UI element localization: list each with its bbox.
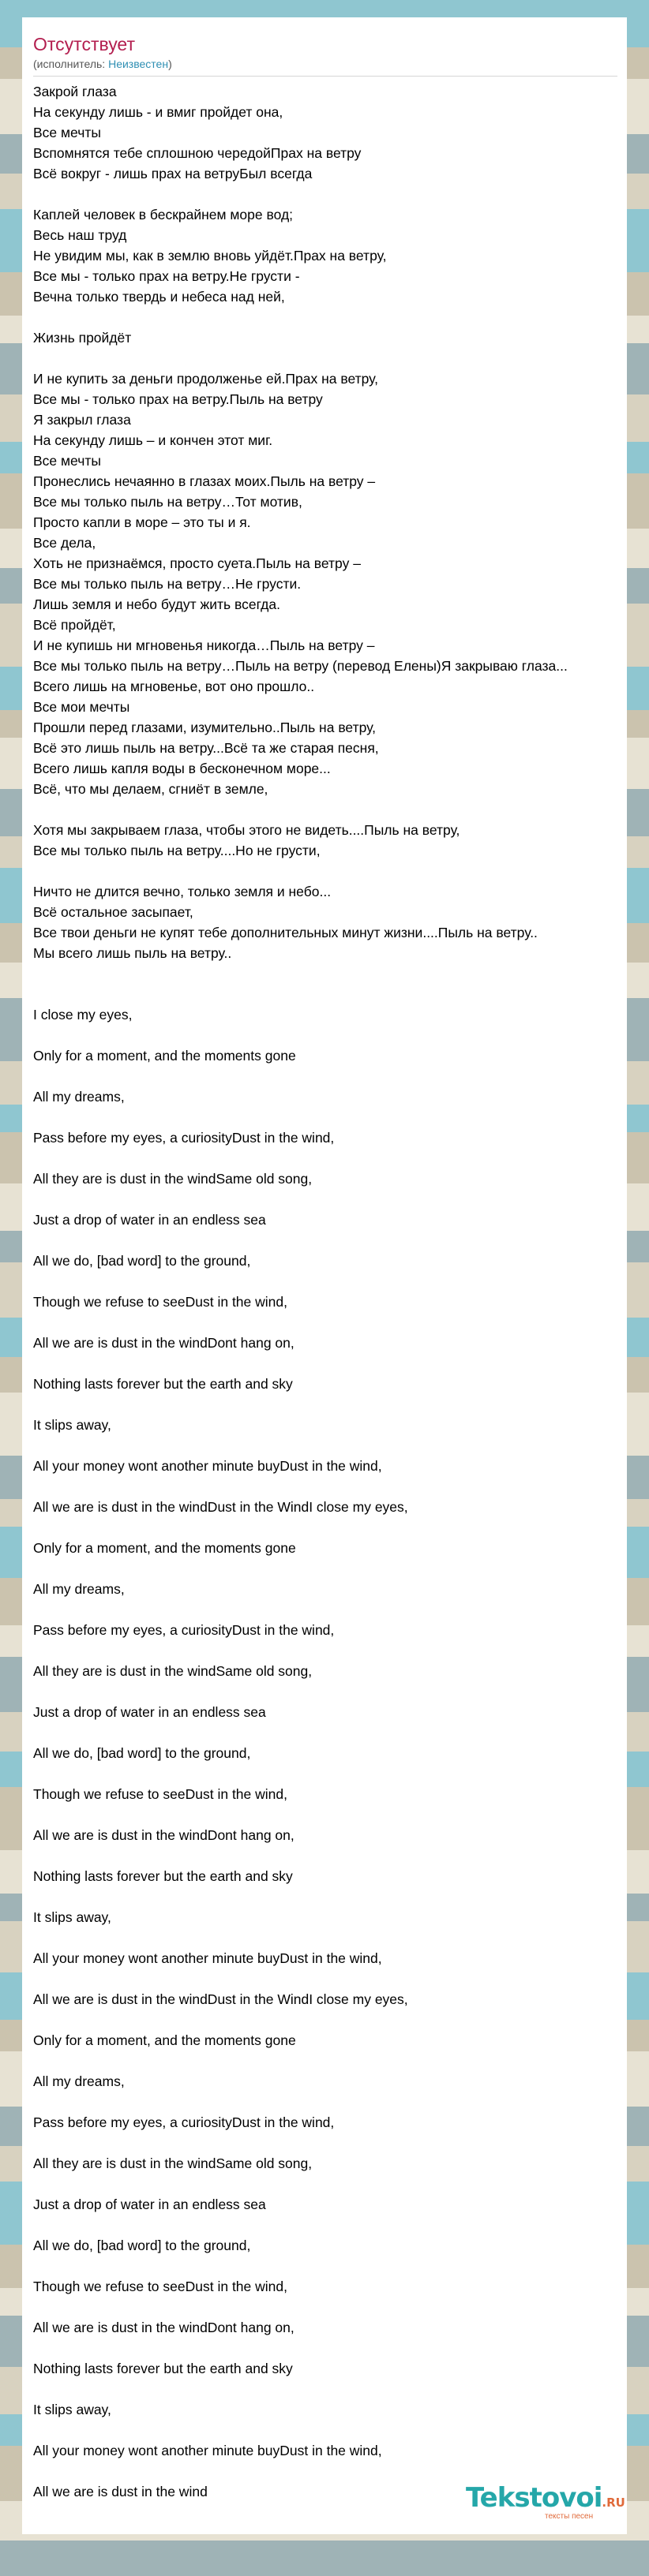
lyric-line: Закрой глаза [33,84,117,99]
lyric-line: Все дела, [33,535,96,551]
lyric-line: I close my eyes, [33,1007,133,1023]
lyric-line: Всего лишь капля воды в бесконечном море... [33,761,331,776]
lyric-line: Nothing lasts forever but the earth and sky [33,1868,293,1884]
lyric-line: На секунду лишь - и вмиг пройдет она, [33,104,283,120]
lyric-line: Pass before my eyes, a curiosityDust in the wind, [33,2114,335,2130]
lyric-line: Just a drop of water in an endless sea [33,2197,266,2212]
stanza-gap [33,307,627,327]
russian-lyrics [33,81,627,963]
lyric-line: It slips away, [33,1909,111,1925]
lyric-line: It slips away, [33,1417,111,1433]
lyric-line: Всё это лишь пыль на ветру...Всё та же старая песня, [33,740,379,756]
lyric-line: Всего лишь на мгновенье, вот оно прошло.. [33,679,315,694]
lyric-line: Мы всего лишь пыль на ветру.. [33,945,232,961]
logo-tagline: тексты песен [545,2512,594,2521]
lyric-line: Я закрыл глаза [33,412,131,428]
lyric-line: Only for a moment, and the moments gone [33,1540,296,1556]
lyric-line: Жизнь пройдёт [33,330,132,346]
stanza-gap [33,184,627,204]
lyrics-card [22,17,627,2534]
lyric-line: Хотя мы закрываем глаза, чтобы этого не видеть....Пыль на ветру, [33,822,460,838]
lyric-line: Все мы только пыль на ветру…Не грусти. [33,576,302,592]
stanza-gap [33,348,627,368]
lyric-line: И не купишь ни мгновенья никогда…Пыль на ветру – [33,637,375,653]
lyric-line: Всё остальное засыпает, [33,904,193,920]
lyric-line: Всё вокруг - лишь прах на ветруБыл всегда [33,166,313,181]
lyric-line: Все мечты [33,125,101,140]
lyric-line: All we are is dust in the windDont hang on, [33,1335,294,1351]
english-lyrics [33,1004,627,2522]
lyric-line: Хоть не признаёмся, просто суета.Пыль на ветру – [33,555,361,571]
lyric-line: All we do, [bad word] to the ground, [33,1253,251,1269]
artist-line [33,57,617,77]
lyric-line: All they are is dust in the windSame old song, [33,2155,313,2171]
lyric-line: Прошли перед глазами, изумительно..Пыль на ветру, [33,720,376,735]
lyric-line: Пронеслись нечаянно в глазах моих.Пыль на ветру – [33,473,376,489]
lyric-line: Вспомнятся тебе сплошною чередойПрах на ветру [33,145,362,161]
lyric-line: All your money wont another minute buyDust in the wind, [33,1458,382,1474]
lyric-line: All your money wont another minute buyDust in the wind, [33,2443,382,2458]
song-title: Отсутствует [33,34,135,54]
lyric-line: Ничто не длится вечно, только земля и небо... [33,884,332,899]
lyric-line: На секунду лишь – и кончен этот миг. [33,432,273,448]
lyric-line: All we are is dust in the windDont hang on, [33,2320,294,2335]
lyric-line: All we are is dust in the windDust in the WindI close my eyes, [33,1499,408,1515]
lyric-line: Though we refuse to seeDust in the wind, [33,1294,287,1310]
artist-suffix: ) [168,58,172,70]
lyric-line: Каплей человек в бескрайнем море вод; [33,207,294,222]
lyric-line: Все мечты [33,453,101,469]
logo-tld: .RU [602,2496,625,2510]
lyric-line: Though we refuse to seeDust in the wind, [33,1786,287,1802]
lyric-line: Only for a moment, and the moments gone [33,1048,296,1064]
lyric-line: Все мы - только прах на ветру.Пыль на ветру [33,391,323,407]
lyric-line: All your money wont another minute buyDust in the wind, [33,1950,382,1966]
lyric-line: Just a drop of water in an endless sea [33,1212,266,1228]
site-logo[interactable] [466,2482,625,2521]
background-stripe [0,2540,649,2576]
lyric-line: Pass before my eyes, a curiosityDust in the wind, [33,1130,335,1146]
lyric-line: Просто капли в море – это ты и я. [33,514,251,530]
lyric-line: Nothing lasts forever but the earth and sky [33,2361,293,2376]
lyric-line: Вечна только твердь и небеса над ней, [33,289,285,305]
stanza-gap [33,799,627,820]
lyric-line: All we do, [bad word] to the ground, [33,1745,251,1761]
lyric-line: Лишь земля и небо будут жить всегда. [33,596,280,612]
lyric-line: All we are is dust in the wind [33,2484,208,2499]
lyric-line: И не купить за деньги продолженье ей.Прах на ветру, [33,371,379,387]
lyric-line: Не увидим мы, как в землю вновь уйдёт.Прах на ветру, [33,248,387,264]
lyric-line: Все мы только пыль на ветру…Пыль на ветру (перевод Елены)Я закрываю глаза... [33,658,568,674]
lyric-line: Все мы - только прах на ветру.Не грусти - [33,268,300,284]
lyric-line: Всё пройдёт, [33,617,116,633]
artist-link[interactable]: Неизвестен [108,58,169,70]
lyric-line: Все мы только пыль на ветру…Тот мотив, [33,494,302,510]
lyric-line: All we are is dust in the windDont hang on, [33,1827,294,1843]
lyric-line: All we are is dust in the windDust in the WindI close my eyes, [33,1991,408,2007]
lyric-line: All we do, [bad word] to the ground, [33,2238,251,2253]
lyric-line: All my dreams, [33,2073,125,2089]
lyric-line: All they are is dust in the windSame old song, [33,1171,313,1187]
lyric-line: Though we refuse to seeDust in the wind, [33,2279,287,2294]
lyric-line: Just a drop of water in an endless sea [33,1704,266,1720]
lyric-line: Все твои деньги не купят тебе дополнительных минут жизни....Пыль на ветру.. [33,925,538,940]
lyric-line: Only for a moment, and the moments gone [33,2032,296,2048]
lyric-line: All my dreams, [33,1089,125,1105]
stanza-gap [33,861,627,881]
lyric-line: All they are is dust in the windSame old song, [33,1663,313,1679]
lyric-line: Nothing lasts forever but the earth and sky [33,1376,293,1392]
lyric-line: Все мы только пыль на ветру....Но не грусти, [33,843,321,858]
lyric-line: Всё, что мы делаем, сгниёт в земле, [33,781,268,797]
logo-name: Tekstovoi [466,2482,602,2514]
lyric-line: Весь наш труд [33,227,127,243]
lyric-line: All my dreams, [33,1581,125,1597]
lyric-line: It slips away, [33,2402,111,2417]
lyric-line: Pass before my eyes, a curiosityDust in the wind, [33,1622,335,1638]
artist-prefix: (исполнитель: [33,58,109,70]
lyric-line: Все мои мечты [33,699,130,715]
